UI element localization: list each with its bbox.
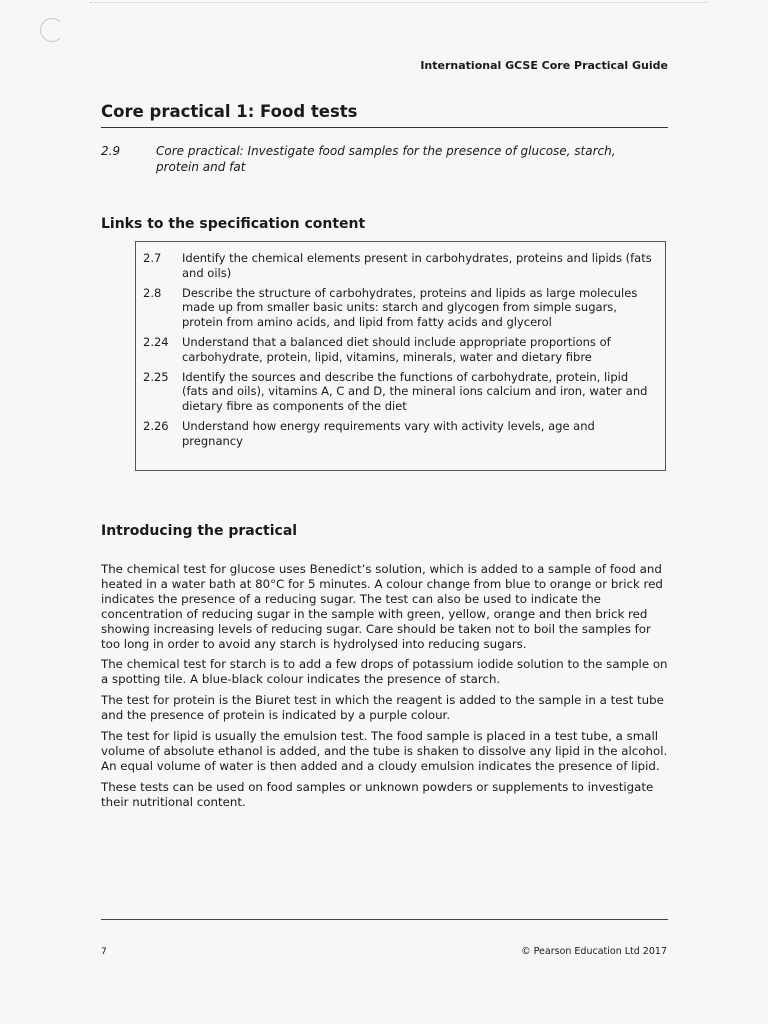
title-divider [101, 127, 668, 128]
spec-code: 2.24 [143, 334, 169, 349]
spec-code: 2.7 [143, 251, 162, 265]
scan-artifact-mark [40, 18, 64, 42]
spec-description: Core practical: Investigate food samples for the presence of glucose, starch, protein and fat [156, 144, 616, 174]
glucose-test-paragraph: The chemical test for glucose uses Benedict’s solution, which is added to a sample of food and heated in a water bath at 80°C for 5 minutes. A colour change from blue to orange or brick red indicates the presence of a reducing sugar. The test can also be used to indicate the concentration of reducing sugar in the sample with green, yellow, orange and then brick red showing increasing levels of reducing sugar. Care should be taken not to boil the samples for too long in order to avoid any starch is hydrolysed into reducing sugars. [101, 562, 663, 651]
practical-introduction [101, 562, 671, 816]
footer-divider [101, 919, 668, 920]
lipid-test-paragraph: The test for lipid is usually the emulsion test. The food sample is placed in a test tube, a small volume of absolute ethanol is added, and the tube is shaken to dissolve any lipid in the alcohol. An equal volume of water is then added and a cloudy emulsion indicates the presence of lipid. [101, 729, 668, 773]
spec-text: Identify the sources and describe the functions of carbohydrate, protein, lipid (fats and oils), vitamins A, C and D, the mineral ions calcium and iron, water and dietary fibre as components of the diet [182, 369, 648, 413]
spec-code: 2.8 [143, 285, 162, 300]
spec-text: Understand how energy requirements vary with activity levels, age and pregnancy [182, 418, 595, 448]
spec-row [143, 286, 657, 330]
guide-title: International GCSE Core Practical Guide [420, 59, 668, 72]
spec-text: Understand that a balanced diet should include appropriate proportions of carbohydrate, protein, lipid, vitamins, minerals, water and dietary fibre [182, 334, 611, 364]
specification-table [135, 241, 666, 471]
spec-row [143, 335, 657, 364]
spec-row [143, 419, 657, 448]
introducing-heading: Introducing the practical [101, 523, 298, 539]
links-heading: Links to the specification content [101, 216, 366, 232]
starch-test-paragraph: The chemical test for starch is to add a few drops of potassium iodide solution to the sample on a spotting tile. A blue-black colour indicates the presence of starch. [101, 657, 668, 687]
spec-number: 2.9 [101, 144, 121, 158]
protein-test-paragraph: The test for protein is the Biuret test in which the reagent is added to the sample in a test tube and the presence of protein is indicated by a purple colour. [101, 693, 664, 723]
scan-artifact-line [90, 2, 708, 3]
copyright-notice: © Pearson Education Ltd 2017 [521, 946, 667, 957]
spec-code: 2.26 [143, 418, 169, 433]
usage-paragraph: These tests can be used on food samples or unknown powders or supplements to investigate their nutritional content. [101, 779, 654, 809]
spec-row [143, 370, 657, 414]
page-title: Core practical 1: Food tests [101, 102, 358, 121]
spec-text: Describe the structure of carbohydrates, proteins and lipids as large molecules made up from smaller basic units: starch and glycogen from simple sugars, protein from amino acids, and lipid from fatty acids and glycerol [182, 285, 638, 329]
spec-text: Identify the chemical elements present in carbohydrates, proteins and lipids (fats and oils) [182, 251, 652, 280]
spec-row [143, 251, 657, 280]
spec-code: 2.25 [143, 369, 169, 384]
core-practical-spec [101, 143, 668, 175]
page-number: 7 [101, 947, 107, 957]
